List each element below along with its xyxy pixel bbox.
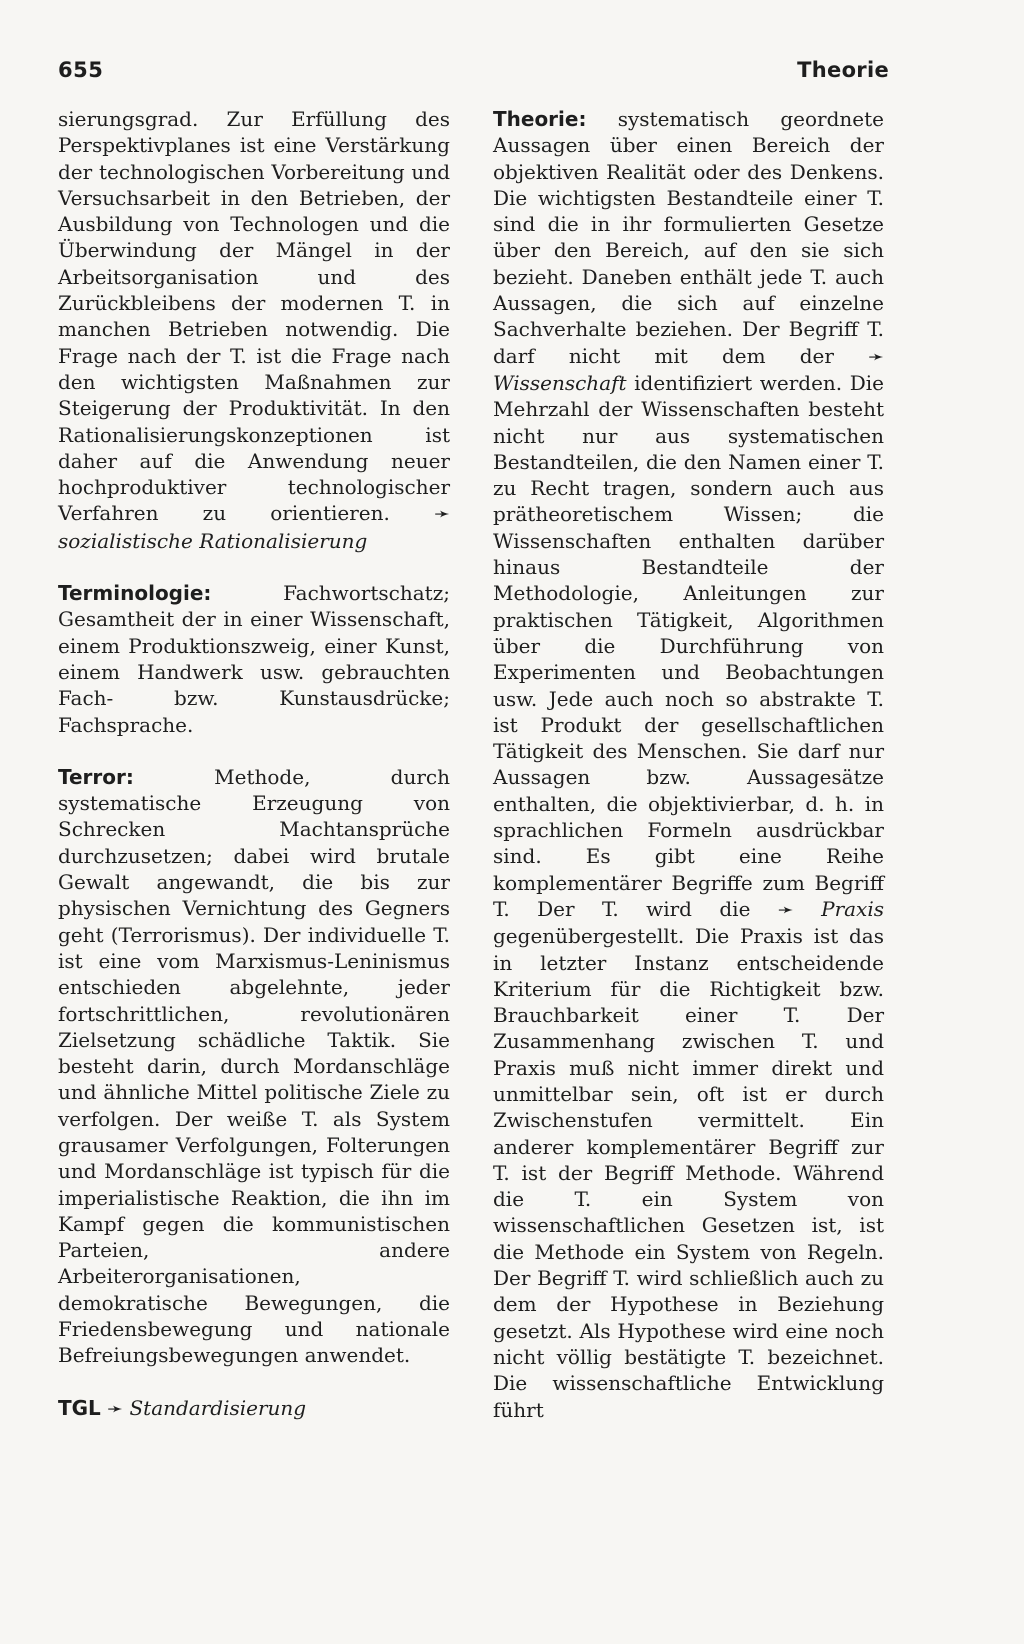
entry-definition: Fachwortschatz; Gesamtheit der in einer Wissenschaft, einem Produktionszweig, einer Kunst, einem Handwerk usw. gebrauchten Fach- bzw. Kunstausdrücke; Fachsprache. — [58, 581, 450, 737]
entry-definition: Methode, durch systematische Erzeugung von Schrecken Machtansprüche durchzusetzen; dabei wird brutale Gewalt angewandt, die bis zur physischen Vernichtung des Gegners geht (Terrorismus). Der individuelle T. ist eine vom Marxismus-Leninismus entschieden abgelehnte, jeder fortschrittlichen, revolutionären Zielsetzung schädliche Taktik. Sie besteht darin, durch Mordanschläge und ähnliche Mittel politische Ziele zu verfolgen. Der weiße T. als System grausamer Verfolgungen, Folterungen und Mordanschläge ist typisch für die imperialistische Reaktion, die ihn im Kampf gegen die kommunistischen Parteien, andere Arbeiterorganisationen, demokratische Bewegungen, die Friedensbewegung und nationale Befreiungsbewegungen anwendet. — [58, 764, 451, 1368]
entry-terror — [58, 764, 450, 1369]
cross-reference-link[interactable]: Standardisierung — [129, 1395, 307, 1420]
page-number: 655 — [58, 58, 104, 82]
cross-reference-link[interactable]: Wissenschaft — [493, 370, 627, 395]
running-head: Theorie — [797, 58, 889, 82]
cross-reference-link[interactable]: sozialistische Rationalisierung — [58, 528, 368, 553]
entry-continuation — [58, 106, 450, 554]
right-column — [493, 106, 884, 1423]
entry-definition: identifiziert werden. Die Mehrzahl der Wissenschaften besteht nicht nur aus systematischen Bestandteilen, die den Namen einer T. zu Recht tragen, sondern auch aus prätheoretischem Wissen; die Wissenschaften enthalten darüber hinaus Bestandteile der Methodologie, Anleitungen zur praktischen Tätigkeit, Algorithmen über die Durchführung von Experimenten und Beobachtungen usw. Jede auch noch so abstrakte T. ist Produkt der gesellschaftlichen Tätigkeit des Menschen. Sie darf nur Aussagen bzw. Aussagesätze enthalten, die objektivierbar, d. h. in sprachlichen Formeln ausdrückbar sind. Es gibt eine Reihe komplementärer Begriffe zum Begriff T. Der T. wird die — [493, 370, 884, 921]
entry-tgl — [58, 1395, 450, 1422]
arrow-right-icon: ➛ — [868, 345, 885, 368]
entry-term: Terminologie: — [58, 581, 212, 606]
arrow-right-icon: ➛ — [107, 1397, 124, 1420]
entry-definition: gegenübergestellt. Die Praxis ist das in letzter Instanz entscheidende Kriterium für die Richtigkeit bzw. Brauchbarkeit einer T. Der Zusammenhang zwischen T. und Praxis muß nicht immer direkt und unmittelbar sein, oft ist er durch Zwischenstufen vermittelt. Ein anderer komplementärer Begriff zur T. ist der Begriff Methode. Während die T. ein System von wissenschaftlichen Gesetzen ist, ist die Methode ein System von Regeln. Der Begriff T. wird schließlich auch zu dem der Hypothese in Beziehung gesetzt. Als Hypothese wird eine noch nicht völlig bestätigte T. bezeichnet. Die wissenschaftliche Entwicklung führt — [493, 924, 884, 1422]
entry-theorie — [493, 106, 884, 1423]
entry-term: TGL — [58, 1395, 101, 1420]
entry-term: Theorie: — [493, 107, 587, 131]
arrow-right-icon: ➛ — [777, 898, 794, 921]
cross-reference-link[interactable]: Praxis — [821, 896, 884, 921]
entry-term: Terror: — [58, 764, 134, 789]
arrow-right-icon: ➛ — [434, 503, 450, 526]
entry-definition: systematisch geordnete Aussagen über einen Bereich der objektiven Realität oder des Denkens. Die wichtigsten Bestandteile einer T. sind die in ihr formulierten Gesetze über den Bereich, auf den sie sich bezieht. Daneben enthält jede T. auch Aussagen, die sich auf einzelne Sachverhalte beziehen. Der Begriff T. darf nicht mit dem der — [493, 107, 884, 368]
continuation-text: sierungsgrad. Zur Erfüllung des Perspektivplanes ist eine Verstärkung der technologischen Vorbereitung und Versuchsarbeit in den Betrieben, der Ausbildung von Technologen und die Überwindung der Mängel in der Arbeitsorganisation und des Zurückbleibens der modernen T. in manchen Betrieben notwendig. Die Frage nach der T. ist die Frage nach den wichtigsten Maßnahmen zur Steigerung der Produktivität. In den Rationalisierungskonzeptionen ist daher auf die Anwendung neuer hochproduktiver technologischer Verfahren zu orientieren. — [58, 107, 450, 526]
left-column — [58, 106, 450, 1422]
entry-terminologie — [58, 580, 450, 738]
